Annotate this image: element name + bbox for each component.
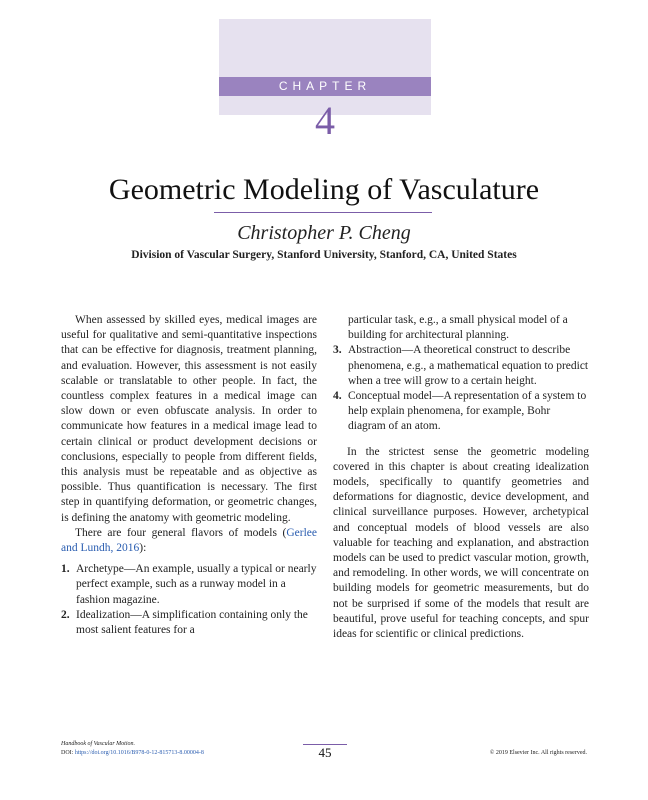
footer-citation bbox=[61, 740, 204, 758]
list-number: 4. bbox=[333, 390, 342, 403]
chapter-label: CHAPTER bbox=[219, 77, 431, 96]
list-text: Idealization—A simplification containing only the most salient features for a bbox=[76, 608, 308, 637]
doi-link[interactable]: https://doi.org/10.1016/B978-0-12-815713-8.00004-8 bbox=[74, 750, 204, 756]
right-column bbox=[333, 313, 589, 642]
book-title: Handbook of Vascular Motion. bbox=[61, 741, 135, 747]
list-number: 2. bbox=[61, 608, 70, 621]
models-list-continued bbox=[333, 313, 589, 435]
list-item bbox=[333, 343, 589, 389]
citation-link[interactable]: Gerlee and Lundh, 2016 bbox=[61, 526, 317, 555]
list-item-continued: particular task, e.g., a small physical model of a building for architectural planning. bbox=[348, 314, 568, 342]
intro-paragraph: When assessed by skilled eyes, medical images are useful for qualitative and semi-quantitative inspections that can be effective for diagnosis, treatment planning, and evaluation. However, this assessment is not easily scalable or translatable to other people. In fact, the countless complex features in a medical image can slow down or even obfuscate analysis. In order to communicate how features in a medical image lead to certain clinical or product development decisions or conclusions, especially to people from different fields, this analysis must be repeatable and as objective as possible. Thus quantification is necessary. The first step in quantifying deformation, or geometric changes, is defining the anatomy with geometric modeling. bbox=[61, 314, 317, 524]
scope-paragraph: In the strictest sense the geometric modeling covered in this chapter is about creating idealization models, specifically to quantify geometries and deformations for diagnostic, device development, and clinical surveillance purposes. However, archetypical and conceptual models of blood vessels are also valuable for teaching and explanation, and abstraction models can be used to predict vascular motion, growth, and remodeling. In other words, we will concentrate on building models for geometric measurements, but do not be surprised if some of the models that result are beautiful, prove useful for teaching concepts, and spur ideas for scientific or clinical predictions. bbox=[333, 445, 589, 641]
flavors-paragraph: There are four general flavors of models (Gerlee and Lundh, 2016): bbox=[61, 526, 317, 555]
list-number: 3. bbox=[333, 344, 342, 357]
list-item bbox=[333, 389, 589, 435]
models-list bbox=[61, 562, 317, 638]
list-text: Archetype—An example, usually a typical or nearly perfect example, such as a runway model in a fashion magazine. bbox=[76, 563, 317, 606]
page-title: Geometric Modeling of Vasculature bbox=[108, 173, 540, 206]
copyright: © 2019 Elsevier Inc. All rights reserved. bbox=[489, 750, 587, 756]
left-column bbox=[61, 313, 317, 638]
list-item bbox=[61, 562, 317, 608]
list-text: Abstraction—A theoretical construct to describe phenomena, e.g., a mathematical equation to predict when a tree will grow to a certain height. bbox=[348, 344, 589, 387]
flavors-text: There are four general flavors of models bbox=[75, 526, 277, 539]
list-item bbox=[61, 608, 317, 638]
author-affiliation: Division of Vascular Surgery, Stanford University, Stanford, CA, United States bbox=[131, 249, 517, 261]
page-number: 45 bbox=[318, 745, 332, 760]
title-divider bbox=[214, 212, 432, 213]
doi-label: DOI: bbox=[61, 750, 74, 756]
list-number: 1. bbox=[61, 563, 70, 576]
doi-line bbox=[61, 749, 204, 758]
spacer bbox=[333, 435, 589, 445]
chapter-number: 4 bbox=[315, 98, 335, 143]
flavors-end: ): bbox=[139, 542, 147, 555]
author-name: Christopher P. Cheng bbox=[237, 222, 411, 244]
list-text: Conceptual model—A representation of a system to help explain phenomena, for example, Bohr diagram of an atom. bbox=[348, 390, 587, 433]
